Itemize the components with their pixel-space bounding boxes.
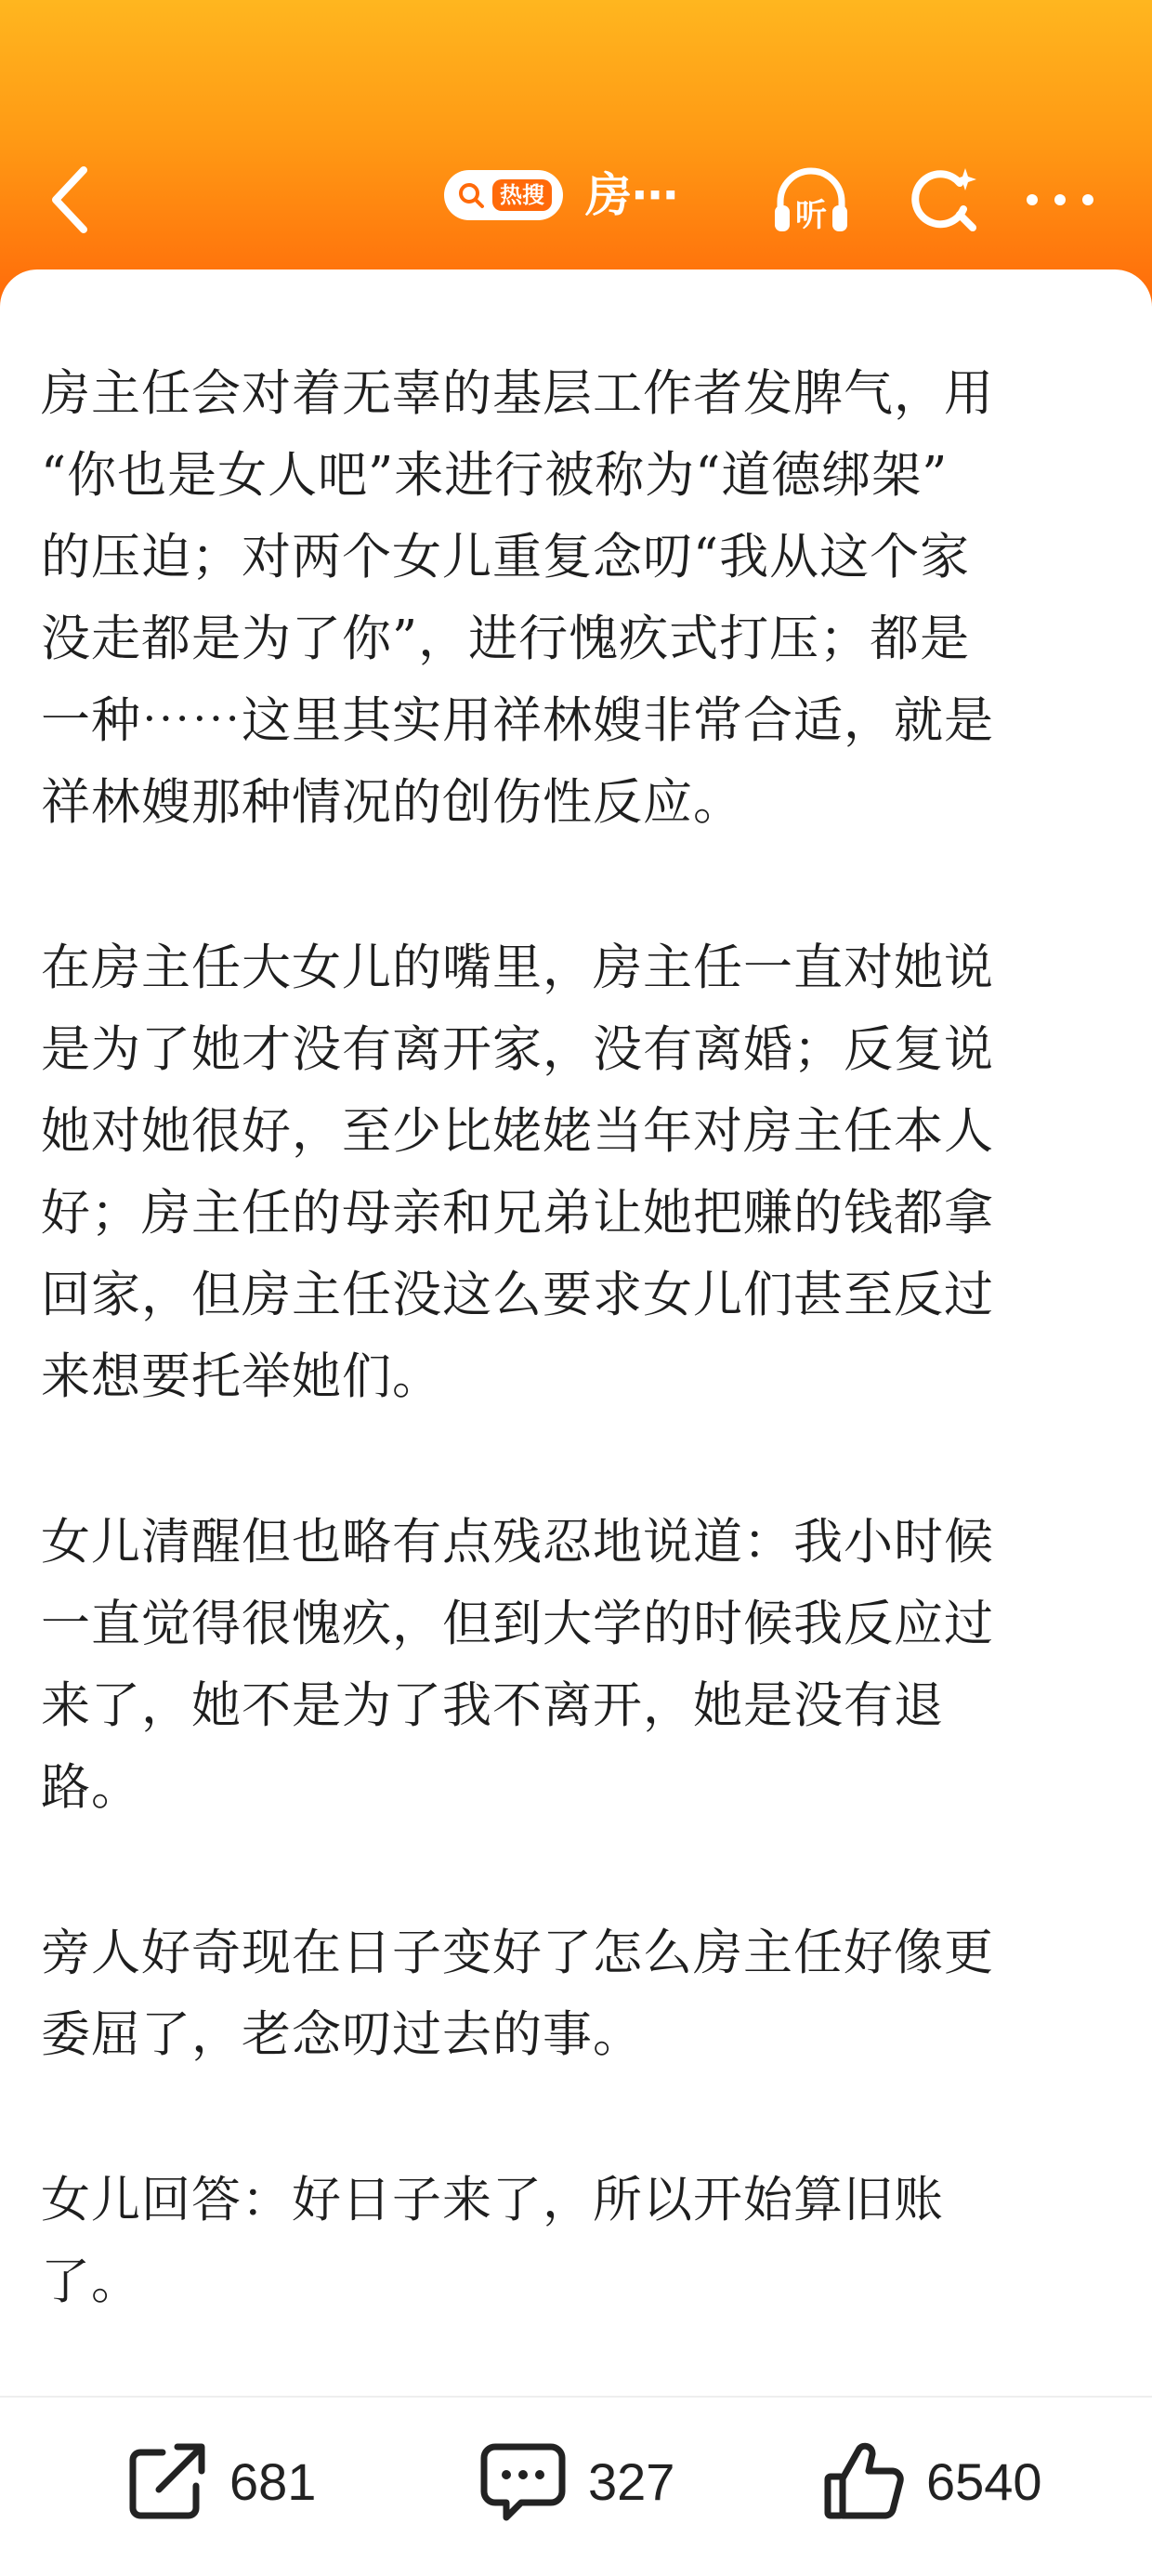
share-count: 681 [229, 2451, 317, 2511]
hot-search-label: 热搜 [492, 179, 552, 211]
more-button[interactable] [1018, 158, 1102, 242]
listen-label: 听 [795, 197, 827, 234]
chevron-left-icon [46, 163, 93, 237]
search-sparkle-icon [906, 163, 980, 237]
article-paragraph: 旁人好奇现在日子变好了怎么房主任好像更 委屈了，老念叨过去的事。 [41, 1925, 994, 2063]
article-body [41, 353, 1109, 2407]
article-paragraph: 在房主任大女儿的嘴里，房主任一直对她说 是为了她才没有离开家，没有离婚；反复说 她对她很好，至少比姥姥当年对房主任本人 好；房主任的母亲和兄弟让她把赚的钱都拿 回家，但房主任没这么要求女儿们甚至反过 来想要托举她们。 [41, 940, 994, 1405]
article-paragraph: 女儿清醒但也略有点残忍地说道：我小时候 一直觉得很愧疚，但到大学的时候我反应过 来了，她不是为了我不离开，她是没有退 路。 [41, 1514, 994, 1816]
article-paragraph: 房主任会对着无辜的基层工作者发脾气，用 “你也是女人吧”来进行被称为“道德绑架” 的压迫；对两个女儿重复念叨“我从这个家 没走都是为了你”，进行愧疚式打压；都是 一种⋯⋯这里其实用祥林嫂非常合适，就是 祥林嫂那种情况的创伤性反应。 [41, 365, 994, 831]
comment-icon [478, 2439, 568, 2523]
back-button[interactable] [37, 158, 102, 242]
like-button[interactable] [822, 2435, 1042, 2528]
share-icon [125, 2439, 209, 2523]
search-button[interactable] [901, 158, 985, 242]
top-bar [0, 0, 1152, 307]
page-title: 房⋯ [585, 168, 678, 222]
like-count: 6540 [926, 2451, 1042, 2511]
share-button[interactable] [125, 2435, 316, 2528]
article-paragraph: 女儿回答：好日子来了，所以开始算旧账 了。 [41, 2172, 944, 2310]
bottom-action-bar [0, 2398, 1152, 2576]
search-icon [457, 181, 485, 209]
thumbs-up-icon [822, 2439, 906, 2523]
headphones-icon [769, 163, 853, 237]
more-dots-icon [1023, 191, 1097, 209]
comment-count: 327 [588, 2451, 675, 2511]
listen-button[interactable] [769, 158, 853, 242]
article-card [0, 269, 1152, 2398]
comment-button[interactable] [478, 2435, 674, 2528]
hot-search-badge[interactable] [444, 170, 563, 220]
